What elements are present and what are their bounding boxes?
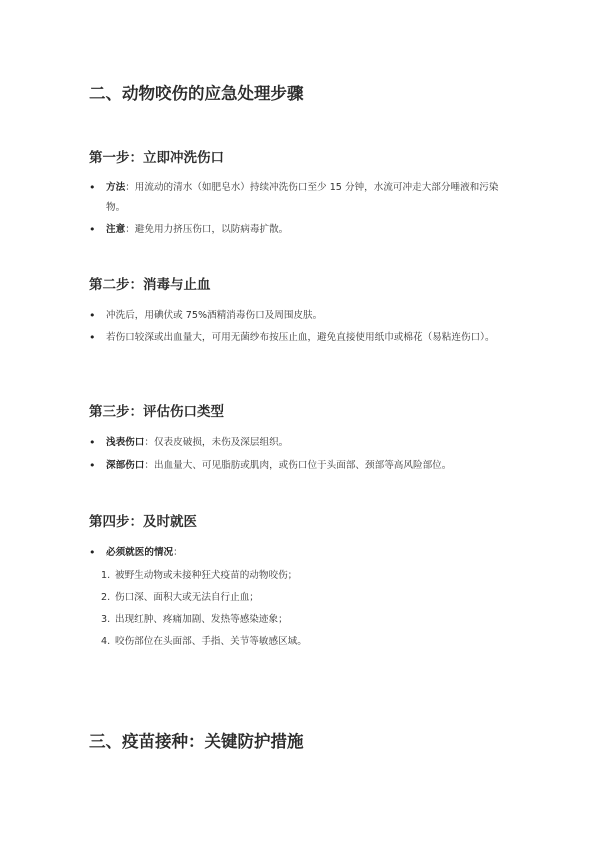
bullet-bold-label: 深部伤口 [106,460,145,471]
item-number: 2. [101,592,111,603]
numbered-item [101,566,501,586]
item-text: 咬伤部位在头面部、手指、关节等敏感区域。 [115,636,307,647]
bullet-item [89,543,509,563]
bullet-text: ：出血量大、可见脂肪或肌肉，或伤口位于头面部、颈部等高风险部位。 [144,460,452,471]
bullet-dot: • [89,223,96,236]
bullet-dot: • [89,546,96,559]
bullet-text: ：避免用力挤压伤口，以防病毒扩散。 [125,224,289,235]
item-number: 4. [101,636,111,647]
bullet-bold-label: 浅表伤口 [106,437,145,448]
section-title: 三、疫苗接种：关键防护措施 [89,732,304,751]
bullet-item [89,220,509,240]
step-heading: 第一步：立即冲洗伤口 [89,150,224,166]
bullet-item [89,328,509,348]
bullet-dot: • [89,309,96,322]
bullet-bold-label: 注意 [106,224,126,235]
bullet-item [89,178,509,218]
item-text: 伤口深、面积大或无法自行止血； [115,592,259,603]
bullet-dot: • [89,331,96,344]
item-number: 3. [101,614,111,625]
step-heading: 第二步：消毒与止血 [89,277,211,293]
bullet-text: ：仅表皮破损，未伤及深层组织。 [144,437,289,448]
bullet-item [89,433,509,453]
bullet-bold-label: 方法 [106,182,126,193]
bullet-dot: • [89,181,96,194]
bullet-item [89,306,509,326]
numbered-item [101,588,501,608]
bullet-dot: • [89,459,96,472]
numbered-item [101,610,501,630]
bullet-text: 若伤口较深或出血量大，可用无菌纱布按压止血，避免直接使用纸巾或棉花（易粘连伤口）。 [106,332,495,343]
item-number: 1. [101,570,111,581]
item-text: 被野生动物或未接种狂犬疫苗的动物咬伤； [115,570,298,581]
bullet-dot: • [89,436,96,449]
bullet-text: 冲洗后，用碘伏或 75%酒精消毒伤口及周围皮肤。 [106,310,323,321]
numbered-item [101,632,501,652]
bullet-text: ：用流动的清水（如肥皂水）持续冲洗伤口至少 15 分钟，水流可冲走大部分唾液和污染物。 [106,182,499,213]
section-title: 二、动物咬伤的应急处理步骤 [89,84,304,103]
bullet-item [89,456,509,476]
bullet-bold-label: 必须就医的情况 [106,547,174,558]
step-heading: 第四步：及时就医 [89,514,197,530]
step-heading: 第三步：评估伤口类型 [89,404,224,420]
bullet-text: ： [173,547,183,558]
item-text: 出现红肿、疼痛加剧、发热等感染迹象； [115,614,288,625]
